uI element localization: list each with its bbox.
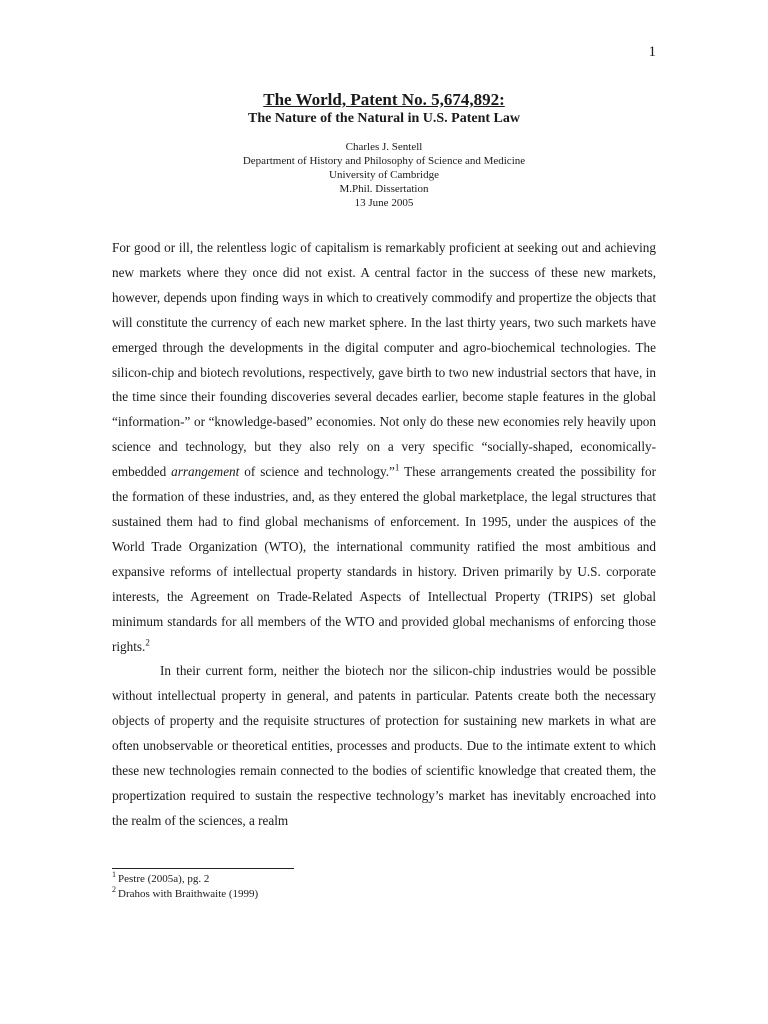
title-block [110, 90, 658, 210]
document-subtitle: The Nature of the Natural in U.S. Patent Law [248, 111, 520, 126]
paragraph-1-text-c: These arrangements created the possibility for the formation of these industries, and, as they entered the global marketplace, the legal structures that sustained them had to find global mechanisms of enforcement. In 1995, under the auspices of the World Trade Organization (WTO), the international community ratified the most ambitious and expansive reforms of intellectual property standards in history. Driven primarily by U.S. corporate interests, the Agreement on Trade-Related Aspects of Intellectual Property (TRIPS) set global minimum standards for all members of the WTO and provided global mechanisms of enforcing those rights. [112, 464, 656, 654]
footnote-2-text: Drahos with Braithwaite (1999) [118, 888, 259, 900]
author-block [110, 140, 658, 210]
document-title: The World, Patent No. 5,674,892: [263, 90, 505, 109]
footnote-ref-2[interactable]: 2 [145, 637, 150, 648]
page-number: 1 [648, 44, 656, 60]
body-text [112, 236, 656, 834]
author-name: Charles J. Sentell [345, 141, 423, 153]
footnote-1-marker: 1 [112, 870, 116, 880]
paragraph-1-emphasis: arrangement [171, 464, 240, 480]
footnotes [112, 872, 258, 902]
footnote-divider [112, 868, 294, 869]
author-department: Department of History and Philosophy of Science and Medicine [242, 155, 526, 167]
footnote-2 [112, 887, 258, 902]
footnote-2-marker: 2 [112, 885, 116, 895]
paragraph-1 [112, 236, 656, 659]
author-date: 13 June 2005 [354, 197, 414, 209]
paragraph-1-text-b: of science and technology.” [239, 464, 395, 480]
footnote-1-text: Pestre (2005a), pg. 2 [118, 873, 210, 885]
paragraph-2: In their current form, neither the biotech nor the silicon-chip industries would be possible without intellectual property in general, and patents in particular. Patents create both the necessary objects of property and the requisite structures of protection for sustaining new markets in what are often unobservable or theoretical entities, processes and products. Due to the intimate extent to which these new technologies remain connected to the bodies of scientific knowledge that created them, the propertization required to sustain the respective technology’s market has inevitably encroached into the realm of the sciences, a realm [112, 663, 656, 828]
paragraph-1-text-a: For good or ill, the relentless logic of capitalism is remarkably proficient at seeking out and achieving new markets where they once did not exist. A central factor in the success of these new markets, however, depends upon finding ways in which to creatively commodify and propertize the objects that will constitute the currency of each new market sphere. In the last thirty years, two such markets have emerged through the developments in the digital computer and agro-biochemical technologies. The silicon-chip and biotech revolutions, respectively, gave birth to two new industrial sectors that have, in the time since their founding discoveries several decades earlier, become staple features in the global “information-” or “knowledge-based” economies. Not only do these new economies rely heavily upon science and technology, but they also rely on a very specific “socially-shaped, economically-embedded [112, 240, 656, 480]
author-university: University of Cambridge [329, 169, 439, 181]
footnote-ref-1[interactable]: 1 [394, 462, 400, 473]
author-degree: M.Phil. Dissertation [339, 183, 429, 195]
footnote-1 [112, 872, 258, 887]
